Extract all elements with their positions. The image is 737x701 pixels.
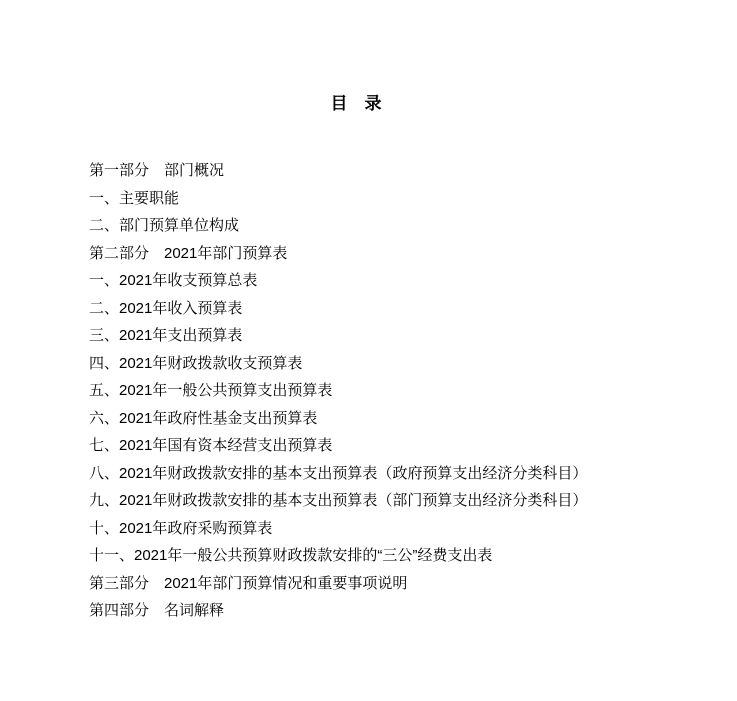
toc-entry: 六、2021年政府性基金支出预算表 [89,409,318,427]
toc-entry: 一、主要职能 [89,189,180,207]
toc-entry: 十一、2021年一般公共预算财政拨款安排的“三公”经费支出表 [89,547,493,564]
toc-entry: 九、2021年财政拨款安排的基本支出预算表（部门预算支出经济分类科目） [89,492,588,509]
toc-entry: 五、2021年一般公共预算支出预算表 [89,382,333,399]
toc-entry: 七、2021年国有资本经营支出预算表 [89,437,333,454]
toc-entry: 第四部分 名词解释 [89,602,225,619]
table-of-contents [89,157,623,625]
toc-entry: 四、2021年财政拨款收支预算表 [89,354,303,372]
page-title: 目 录 [330,94,382,113]
toc-entry: 第三部分 2021年部门预算情况和重要事项说明 [89,574,408,592]
toc-entry: 十、2021年政府采购预算表 [89,519,273,537]
page-content [89,92,623,625]
toc-entry: 一、2021年收支预算总表 [89,272,258,289]
toc-entry: 八、2021年财政拨款安排的基本支出预算表（政府预算支出经济分类科目） [89,464,588,482]
toc-entry: 二、部门预算单位构成 [89,217,240,234]
toc-entry: 三、2021年支出预算表 [89,327,243,344]
toc-entry: 二、2021年收入预算表 [89,299,243,317]
toc-entry: 第二部分 2021年部门预算表 [89,244,288,262]
toc-entry: 第一部分 部门概况 [89,162,225,179]
